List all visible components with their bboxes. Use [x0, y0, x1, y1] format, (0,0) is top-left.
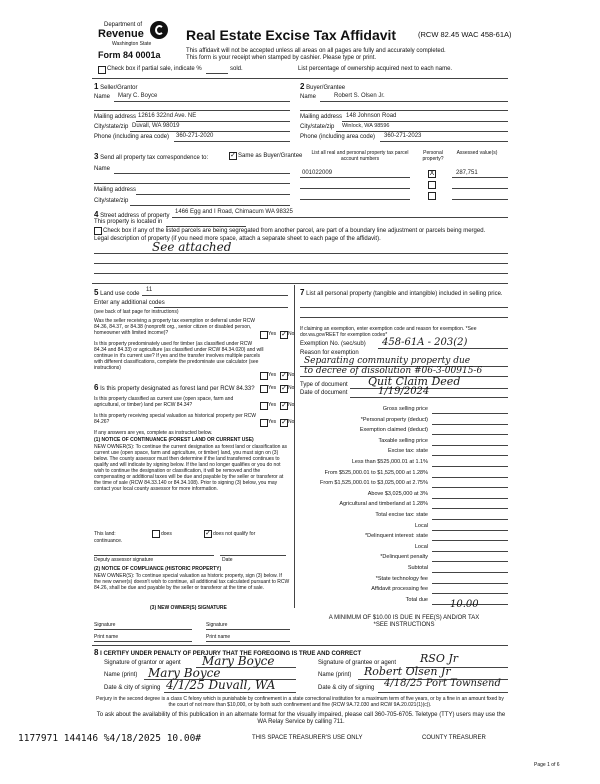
exemption-question: Was the seller receiving a property tax exemption or deferral under RCW 84.36, 84.37, or 84.38 (nonprofit org., senior citizen or disabled person, homeowner with limited income)?: [94, 318, 255, 336]
street-address-label: Street address of property: [100, 213, 170, 219]
deputy-assessor-label: Deputy assessor signature: [94, 557, 154, 563]
buyer-city-label: City/state/zip: [300, 124, 335, 130]
exemption-yes-checkbox[interactable]: [260, 331, 268, 339]
sold-label: sold.: [230, 66, 243, 72]
seller-name-label: Name: [94, 94, 111, 100]
fee-row-label: Gross selling price: [382, 406, 428, 412]
see-back-note: (see back of last page for instructions): [94, 309, 179, 315]
rcw-reference: (RCW 82.45 WAC 458-61A): [418, 30, 512, 39]
parcel-header: List all real and personal property tax parcel account numbers: [311, 150, 409, 162]
personal-property-checkbox-2[interactable]: [428, 181, 436, 189]
grantee-printed-name[interactable]: Robert Olsen Jr: [364, 665, 451, 678]
grantee-name-print-label: Name (print): [318, 672, 352, 678]
fee-row-field[interactable]: [432, 477, 508, 478]
buyer-phone[interactable]: 360-271-2023: [384, 133, 422, 139]
timber-yes-checkbox[interactable]: [260, 372, 268, 380]
fee-row-label: Local: [414, 544, 428, 550]
fee-row-label: Less than $525,000.01 at 1.1%: [351, 459, 428, 465]
seller-heading: Seller/Grantor: [100, 85, 138, 91]
legal-description-value[interactable]: See attached: [152, 240, 232, 254]
timber-yes-label: Yes: [268, 372, 277, 378]
fee-row-field[interactable]: [432, 508, 508, 509]
fee-row-field[interactable]: [432, 519, 508, 520]
see-instructions-note: *SEE INSTRUCTIONS: [373, 622, 435, 628]
seller-city-state-zip[interactable]: Duvall, WA 98019: [132, 123, 180, 129]
boundary-text: Check box if any of the listed parcels are being segregated from another parcel, are part of a boundary line adjustment or parcels being merged.: [103, 228, 486, 234]
this-land-label: This land:: [94, 531, 116, 537]
corr-name-label: Name: [94, 166, 111, 172]
buyer-name-label: Name: [300, 94, 317, 100]
does-not-label: does not qualify for: [213, 531, 256, 537]
notice-continuance-title: (1) NOTICE OF CONTINUANCE (FOREST LAND OR CURRENT USE): [94, 437, 254, 443]
new-owner-signature-title: (3) NEW OWNER(S) SIGNATURE: [150, 605, 227, 611]
grantee-sig-label: Signature of grantee or agent: [318, 660, 397, 666]
additional-codes-label: Enter any additional codes: [94, 300, 165, 306]
personal-property-header: Personal property?: [422, 150, 444, 162]
deputy-date-label: Date: [222, 557, 233, 563]
notice-line2: This form is your receipt when stamped by cashier. Please type or print.: [186, 55, 377, 61]
fee-row-field[interactable]: [432, 413, 508, 414]
reason-line-2[interactable]: to decree of dissolution #06-3-00915-6: [304, 366, 483, 376]
fee-row-field[interactable]: [432, 572, 508, 573]
fee-row-label: Subtotal: [407, 565, 428, 571]
continuance-label: continuance.: [94, 538, 123, 544]
forest-yes-checkbox[interactable]: [260, 385, 268, 393]
seller-city-label: City/state/zip: [94, 124, 129, 130]
reason-line-1[interactable]: Separating community property due: [304, 356, 471, 366]
current-use-no-checkbox[interactable]: ✓: [281, 402, 287, 409]
fee-row-label: Total excise tax: state: [375, 512, 428, 518]
alt-format-notice: To ask about the availability of this publication in an alternate format for the visually impaired, please call 360-705-6705. Teletype (TTY) users may use the WA Relay Service by calling 711.: [96, 712, 506, 725]
personal-property-label: List all personal property (tangible and intangible) included in selling price.: [306, 291, 503, 297]
same-as-buyer-checkbox[interactable]: ✓: [230, 152, 236, 159]
grantor-date-city[interactable]: 4/1/25 Duvall, WA: [166, 678, 276, 692]
perjury-notice: Perjury in the second degree is a class C felony which is punishable by confinement in a state correctional institution for a maximum term of five years, or by a fine in an amount fixed by the court of not more than $10,000, or by both such confinement and fine (RCW 9A.72.030 and RCW 9A.20.021(1)(c)).: [96, 696, 504, 708]
buyer-mail-label: Mailing address: [300, 114, 343, 120]
doc-type-label: Type of document: [300, 382, 348, 388]
fee-row-field[interactable]: [432, 424, 508, 425]
land-use-label: Land use code: [100, 291, 140, 297]
exemption-no-label: No: [288, 331, 295, 337]
personal-property-checkbox-1[interactable]: X: [429, 170, 435, 177]
exemption-yes-label: Yes: [268, 331, 277, 337]
reason-label: Reason for exemption: [300, 350, 359, 356]
fee-row-label: *Delinquent penalty: [380, 554, 428, 560]
personal-property-checkbox-3[interactable]: [428, 192, 436, 200]
timber-no-label: No: [288, 372, 295, 378]
owner-print-name-label-1: Print name: [94, 634, 119, 640]
fee-row-field[interactable]: [432, 487, 508, 488]
certify-text: I CERTIFY UNDER PENALTY OF PERJURY THAT THE FOREGOING IS TRUE AND CORRECT: [100, 651, 362, 657]
historic-no-label: No: [288, 419, 295, 425]
partial-sale-label: Check box if partial sale, indicate %: [107, 66, 202, 72]
boundary-checkbox[interactable]: [94, 227, 102, 235]
document-type[interactable]: Quit Claim Deed: [368, 375, 461, 388]
revenue-logo-icon: [150, 21, 168, 39]
fee-row-label: From $1,525,000.01 to $3,025,000 at 2.75%: [320, 480, 428, 486]
owner-print-name-label-2: Print name: [206, 634, 231, 640]
located-in-label: This property is located in: [94, 219, 163, 225]
fee-row-label: Above $3,025,000 at 3%: [367, 491, 428, 497]
grantee-date-city-label: Date & city of signing: [318, 685, 375, 691]
fee-row-label: *Personal property (deduct): [360, 417, 428, 423]
corr-mail-label: Mailing address: [94, 187, 137, 193]
grantor-sig-label: Signature of grantor or agent: [104, 660, 181, 666]
forest-no-checkbox[interactable]: ✓: [281, 385, 287, 392]
fee-row-field[interactable]: [432, 551, 508, 552]
land-use-code[interactable]: 11: [146, 287, 153, 293]
notice-line1: This affidavit will not be accepted unless all areas on all pages are fully and accurately completed.: [186, 48, 446, 54]
fee-row-label: Total due: [405, 597, 428, 603]
exemption-number[interactable]: 458-61A - 203(2): [382, 337, 468, 348]
buyer-city-state-zip[interactable]: Winlock, WA 98596: [342, 123, 390, 129]
fee-row-field[interactable]: [432, 466, 508, 467]
county-treasurer-label: COUNTY TREASURER: [422, 735, 486, 741]
seller-mail-label: Mailing address: [94, 114, 137, 120]
owner-signature-label-2: Signature: [206, 622, 228, 628]
historic-question: Is this property receiving special valuation as historical property per RCW 84.26?: [94, 413, 257, 425]
assessed-value-header: Assessed value(s): [456, 150, 498, 156]
seller-name[interactable]: Mary C. Boyce: [118, 93, 158, 99]
forest-yes-label: Yes: [268, 385, 277, 391]
grantor-name-print-label: Name (print): [104, 672, 138, 678]
fee-row-label: Agricultural and timberland at 1.28%: [339, 501, 428, 507]
fee-row-field[interactable]: [432, 498, 508, 499]
treasurer-stamp: 1177971 144146 %4/18/2025 10.00#: [18, 733, 202, 744]
current-use-yes-checkbox[interactable]: [260, 402, 268, 410]
dept-name: Revenue: [98, 28, 144, 40]
does-label: does: [161, 531, 172, 537]
grantee-signature[interactable]: RSO Jr: [420, 652, 459, 665]
partial-sale-checkbox[interactable]: [98, 66, 106, 74]
fee-row-field[interactable]: [432, 561, 508, 562]
grantor-printed-name[interactable]: Mary Boyce: [148, 666, 221, 680]
timber-no-checkbox[interactable]: ✓: [281, 372, 287, 379]
exemption-instructions: If claiming an exemption, enter exemption code and reason for exemption. *See dor.wa.gov/REET for exemption codes*: [300, 326, 477, 338]
grantor-signature[interactable]: Mary Boyce: [202, 654, 275, 668]
exemption-no-label: Exemption No. (sec/sub): [300, 341, 366, 347]
fee-row-label: Exemption claimed (deduct): [359, 427, 428, 433]
current-use-no-label: No: [288, 402, 295, 408]
exemption-no-checkbox[interactable]: ✓: [281, 331, 287, 338]
corr-city-label: City/state/zip: [94, 198, 129, 204]
buyer-heading: Buyer/Grantee: [306, 85, 346, 91]
page-number: Page 1 of 6: [534, 762, 560, 768]
forest-question: Is this property designated as forest land per RCW 84.33?: [100, 386, 255, 392]
fee-row-label: *Delinquent interest: state: [365, 533, 428, 539]
fee-row-label: Affidavit processing fee: [371, 586, 428, 592]
doc-date-label: Date of document: [300, 390, 348, 396]
fee-row-field[interactable]: [432, 540, 508, 541]
form-title: Real Estate Excise Tax Affidavit: [186, 27, 397, 43]
seller-phone[interactable]: 360-271-2020: [176, 133, 214, 139]
minimum-due-note: A MINIMUM OF $10.00 IS DUE IN FEE(S) AND/OR TAX: [328, 615, 480, 621]
fee-row-label: Local: [414, 523, 428, 529]
historic-yes-checkbox[interactable]: [260, 419, 268, 427]
ownership-note: List percentage of ownership acquired next to each name.: [298, 66, 453, 72]
current-use-question: Is this property classified as current use (open space, farm and agricultural, or timber) land per RCW 84.34?: [94, 396, 234, 408]
treasurer-use-label: THIS SPACE TREASURER'S USE ONLY: [252, 735, 363, 741]
fee-row-field[interactable]: [432, 530, 508, 531]
notice-continuance-body: NEW OWNER(S): To continue the current designation as forest land or classification as current use (open space, farm and agriculture, or timber) land, you must sign on (3) below. The county assessor must then determine if the land transferred continues to qualify and will indicate by signing below. If the land no longer qualifies or you do not wish to continue the designation or classification, it will be removed and the compensating or additional taxes will be due and payable by the seller or transferor at the time of sale (RCW 84.33.140 or 84.34.108). Prior to signing (3) below, you may contact your local county assessor for more information.: [94, 444, 288, 492]
total-due-value[interactable]: 10.00: [450, 599, 479, 610]
fee-row-field[interactable]: [432, 455, 508, 456]
dept-line1: Department of: [104, 22, 143, 28]
fee-row-field[interactable]: [432, 583, 508, 584]
notice-compliance-title: (2) NOTICE OF COMPLIANCE (HISTORIC PROPERTY): [94, 566, 222, 572]
property-street-address[interactable]: 1466 Egg and I Road, Chimacum WA 98325: [175, 209, 293, 215]
timber-question: Is this property predominately used for timber (as classified under RCW 84.34 and 84.33) or agriculture (as classified under RCW 84.34.020) and will continue in it's current use? If yes and the transfer involves multiple parcels with different classifications, complete the predominate use calculator (see instructions): [94, 341, 264, 371]
fee-row-field[interactable]: [432, 593, 508, 594]
seller-phone-label: Phone (including area code): [94, 134, 170, 140]
fee-row-label: *State technology fee: [375, 576, 428, 582]
does-not-qualify-checkbox[interactable]: ✓: [205, 530, 211, 537]
legal-description-label: Legal description of property (if you need more space, attach a separate sheet to each page of the affidavit).: [94, 236, 381, 242]
historic-no-checkbox[interactable]: ✓: [281, 419, 287, 426]
form-number: Form 84 0001a: [98, 50, 161, 60]
dept-state: Washington State: [112, 41, 152, 47]
assessed-value[interactable]: 287,751: [456, 170, 478, 176]
buyer-mailing-address[interactable]: 148 Johnson Road: [346, 113, 397, 119]
grantee-date-city[interactable]: 4/18/25 Port Townsend: [384, 678, 501, 689]
current-use-yes-label: Yes: [268, 402, 277, 408]
if-any-yes-note: If any answers are yes, complete as instructed below.: [94, 430, 213, 436]
notice-compliance-body: NEW OWNER(S): To continue special valuation as historic property, sign (3) below. If the new owner(s) doesn't wish to continue, all additional tax calculated pursuant to RCW 84.26, shall be due and payable by the seller or transferor at the time of sale.: [94, 573, 290, 591]
fee-row-label: Taxable selling price: [378, 438, 428, 444]
document-date[interactable]: 1/19/2024: [378, 386, 430, 397]
buyer-phone-label: Phone (including area code): [300, 134, 376, 140]
historic-yes-label: Yes: [268, 419, 277, 425]
fee-row-label: From $525,000.01 to $1,525,000 at 1.28%: [324, 470, 428, 476]
buyer-name[interactable]: Robert S. Olsen Jr.: [334, 93, 385, 99]
forest-no-label: No: [288, 385, 295, 391]
owner-signature-label-1: Signature: [94, 622, 116, 628]
correspondence-label: Send all property tax correspondence to:: [100, 155, 209, 161]
same-as-buyer-label: Same as Buyer/Grantee: [238, 153, 303, 159]
fee-row-label: Excise tax: state: [387, 448, 428, 454]
parcel-number[interactable]: 001022009: [302, 170, 333, 176]
fee-row-field[interactable]: [432, 445, 508, 446]
grantor-date-city-label: Date & city of signing: [104, 685, 161, 691]
fee-row-field[interactable]: [432, 434, 508, 435]
seller-mailing-address[interactable]: 12616 322nd Ave. NE: [138, 113, 197, 119]
does-qualify-checkbox[interactable]: [152, 530, 160, 538]
